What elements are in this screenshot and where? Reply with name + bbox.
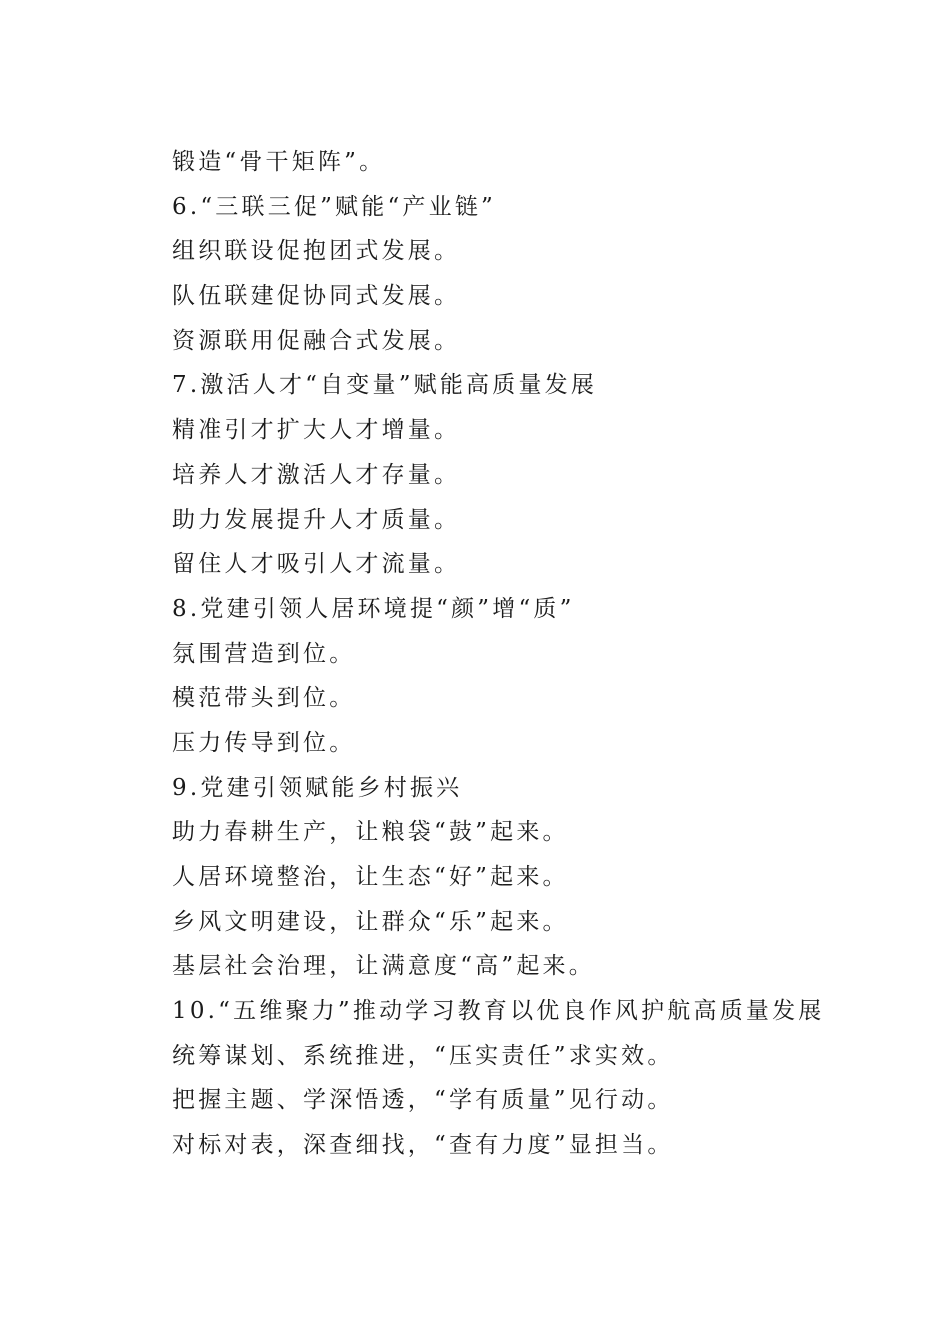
text-line: 锻造“骨干矩阵”。 [172,149,386,175]
text-line: 留住人才吸引人才流量。 [172,551,461,578]
section-heading: 10.“五维聚力”推动学习教育以优良作风护航高质量发展 [172,998,825,1025]
section-heading: 7.激活人才“自变量”赋能高质量发展 [172,372,598,399]
section-heading: 6.“三联三促”赋能“产业链” [172,193,496,220]
text-line: 资源联用促融合式发展。 [172,327,461,354]
text-line: 把握主题、学深悟透，“学有质量”见行动。 [172,1087,674,1114]
text-line: 助力发展提升人才质量。 [172,506,461,533]
text-line: 组织联设促抱团式发展。 [172,238,461,265]
section-heading: 9.党建引领赋能乡村振兴 [172,774,463,801]
text-line: 氛围营造到位。 [172,640,356,667]
text-line: 乡风文明建设，让群众“乐”起来。 [172,908,569,935]
text-line: 基层社会治理，让满意度“高”起来。 [172,953,595,980]
text-line: 压力传导到位。 [172,729,356,756]
text-line: 精准引才扩大人才增量。 [172,417,461,444]
text-line: 对标对表，深查细找，“查有力度”显担当。 [172,1132,674,1159]
text-line: 统筹谋划、系统推进，“压实责任”求实效。 [172,1042,674,1069]
text-line: 人居环境整治，让生态“好”起来。 [172,864,569,890]
text-line: 模范带头到位。 [172,685,356,712]
section-heading: 8.党建引领人居环境提“颜”增“质” [172,595,575,622]
text-line: 培养人才激活人才存量。 [172,461,461,488]
document-body [172,140,872,1168]
text-line: 队伍联建促协同式发展。 [172,283,461,310]
text-line: 助力春耕生产，让粮袋“鼓”起来。 [172,819,569,846]
